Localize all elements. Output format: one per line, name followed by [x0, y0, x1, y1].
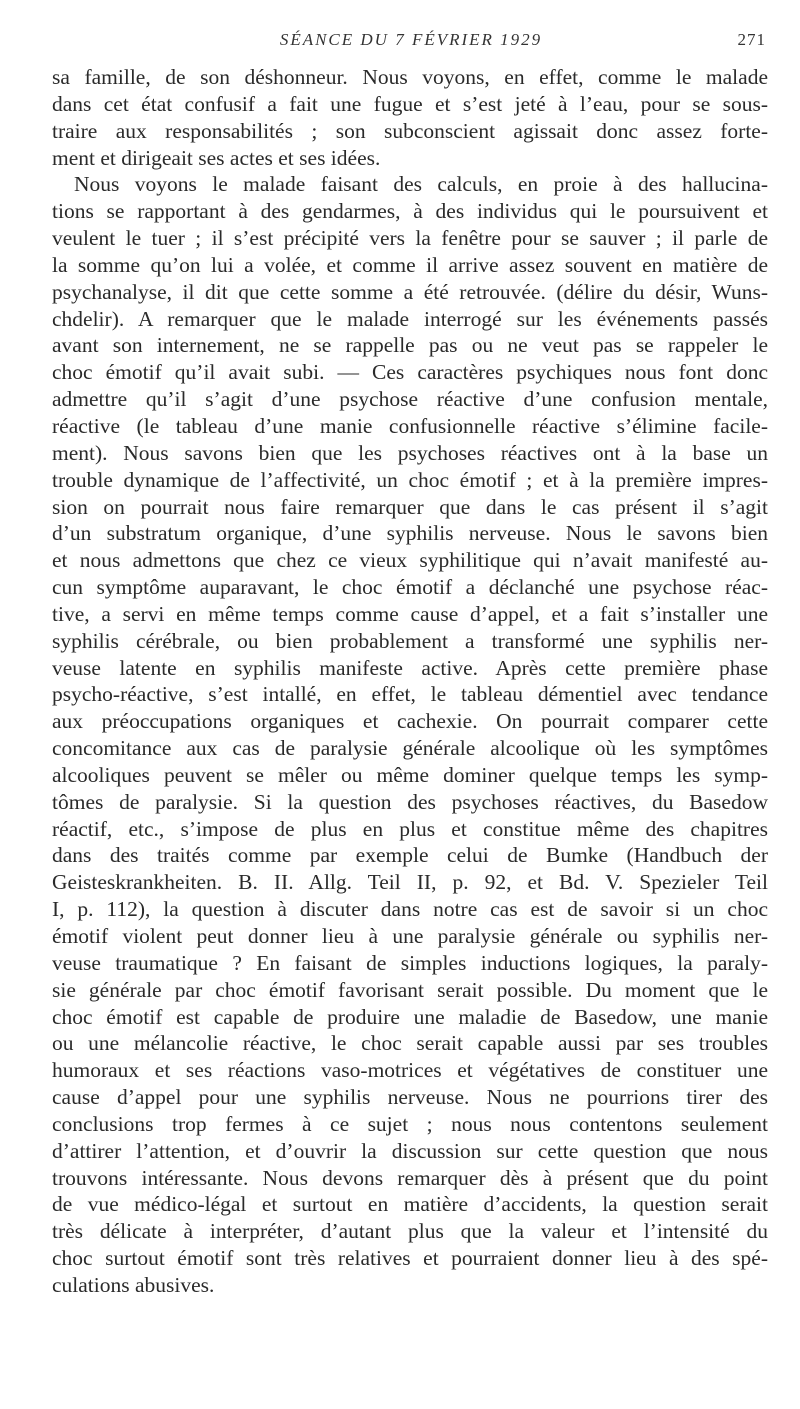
text-line: Geisteskrankheiten. B. II. Allg. Teil II, p. 92, et Bd. V. Spezieler Teil — [52, 870, 768, 895]
running-header — [56, 30, 766, 54]
text-line: humoraux et ses réactions vaso-motrices et végétatives de constituer une — [52, 1058, 768, 1083]
text-line: choc émotif qu’il avait subi. — Ces caractères psychiques nous font donc — [52, 360, 768, 385]
text-line: d’un substratum organique, d’une syphilis nerveuse. Nous le savons bien — [52, 521, 768, 546]
text-line: la somme qu’on lui a volée, et comme il arrive assez souvent en matière de — [52, 252, 768, 277]
text-line: ou une mélancolie réactive, le choc serait capable aussi par ses troubles — [52, 1031, 768, 1056]
text-line: choc surtout émotif sont très relatives et pourraient donner lieu à des spé- — [52, 1246, 768, 1271]
text-line: cause d’appel pour une syphilis nerveuse. Nous ne pourrions tirer des — [52, 1085, 768, 1110]
text-line: culations abusives. — [52, 1272, 215, 1297]
running-title: SÉANCE DU 7 FÉVRIER 1929 — [279, 30, 543, 49]
text-line: I, p. 112), la question à discuter dans notre cas est de savoir si un choc — [52, 897, 768, 922]
text-line: veuse traumatique ? En faisant de simples inductions logiques, la paraly- — [52, 950, 768, 975]
text-line: traire aux responsabilités ; son subconscient agissait donc assez forte- — [52, 118, 768, 143]
text-line: trouble dynamique de l’affectivité, un choc émotif ; et à la première impres- — [52, 467, 768, 492]
text-line: sie générale par choc émotif favorisant serait possible. Du moment que le — [52, 977, 768, 1002]
text-line: dans cet état confusif a fait une fugue et s’est jeté à l’eau, pour se sous- — [52, 91, 768, 116]
text-line: réactif, etc., s’impose de plus en plus et constitue même des chapitres — [52, 816, 768, 841]
text-line: tive, a servi en même temps comme cause d’appel, et a fait s’installer une — [52, 601, 768, 626]
text-line: admettre qu’il s’agit d’une psychose réactive d’une confusion mentale, — [52, 387, 768, 412]
body-text — [52, 64, 768, 1299]
text-line: tions se rapportant à des gendarmes, à des individus qui le poursuivent et — [52, 199, 768, 224]
text-line: d’attirer l’attention, et d’ouvrir la discussion sur cette question que nous — [52, 1138, 768, 1163]
text-line: trouvons intéressante. Nous devons remarquer dès à présent que du point — [52, 1165, 768, 1190]
text-line: tômes de paralysie. Si la question des psychoses réactives, du Basedow — [52, 789, 768, 814]
page-number: 271 — [737, 30, 766, 49]
text-line: avant son internement, ne se rappelle pas ou ne veut pas se rappeler le — [52, 333, 768, 358]
text-line: psycho-réactive, s’est intallé, en effet, le tableau démentiel avec tendance — [52, 682, 768, 707]
text-line: veulent le tuer ; il s’est précipité vers la fenêtre pour se sauver ; il parle de — [52, 226, 768, 251]
text-line: de vue médico-légal et surtout en matière d’accidents, la question serait — [52, 1192, 768, 1217]
text-line: sa famille, de son déshonneur. Nous voyons, en effet, comme le malade — [52, 65, 768, 89]
text-line: chdelir). A remarquer que le malade interrogé sur les événements passés — [52, 306, 768, 331]
text-line: sion on pourrait nous faire remarquer que dans le cas présent il s’agit — [52, 494, 768, 519]
text-line: veuse latente en syphilis manifeste active. Après cette première phase — [52, 655, 768, 680]
text-line: cun symptôme auparavant, le choc émotif a déclanché une psychose réac- — [52, 575, 768, 600]
text-line: alcooliques peuvent se mêler ou même dominer quelque temps les symp- — [52, 762, 768, 787]
text-line: ment et dirigeait ses actes et ses idées. — [52, 145, 381, 170]
text-line: conclusions trop fermes à ce sujet ; nous nous contentons seulement — [52, 1111, 768, 1136]
text-line: psychanalyse, il dit que cette somme a été retrouvée. (délire du désir, Wuns- — [52, 279, 768, 304]
text-line: et nous admettons que chez ce vieux syphilitique qui n’avait manifesté au- — [52, 548, 768, 573]
text-line: aux préoccupations organiques et cachexie. On pourrait comparer cette — [52, 709, 768, 734]
text-line: très délicate à interpréter, d’autant plus que la valeur et l’intensité du — [52, 1219, 768, 1244]
text-line: concomitance aux cas de paralysie générale alcoolique où les symptômes — [52, 736, 768, 761]
text-line: émotif violent peut donner lieu à une paralysie générale ou syphilis ner- — [52, 924, 768, 948]
text-line: réactive (le tableau d’une manie confusionnelle réactive s’élimine facile- — [52, 413, 768, 438]
text-line: dans des traités comme par exemple celui de Bumke (Handbuch der — [52, 843, 768, 868]
text-line: syphilis cérébrale, ou bien probablement a transformé une syphilis ner- — [52, 628, 768, 653]
text-line: ment). Nous savons bien que les psychoses réactives ont à la base un — [52, 440, 768, 465]
text-line: choc émotif est capable de produire une maladie de Basedow, une manie — [52, 1004, 768, 1029]
text-line: Nous voyons le malade faisant des calculs, en proie à des hallucina- — [74, 172, 768, 197]
